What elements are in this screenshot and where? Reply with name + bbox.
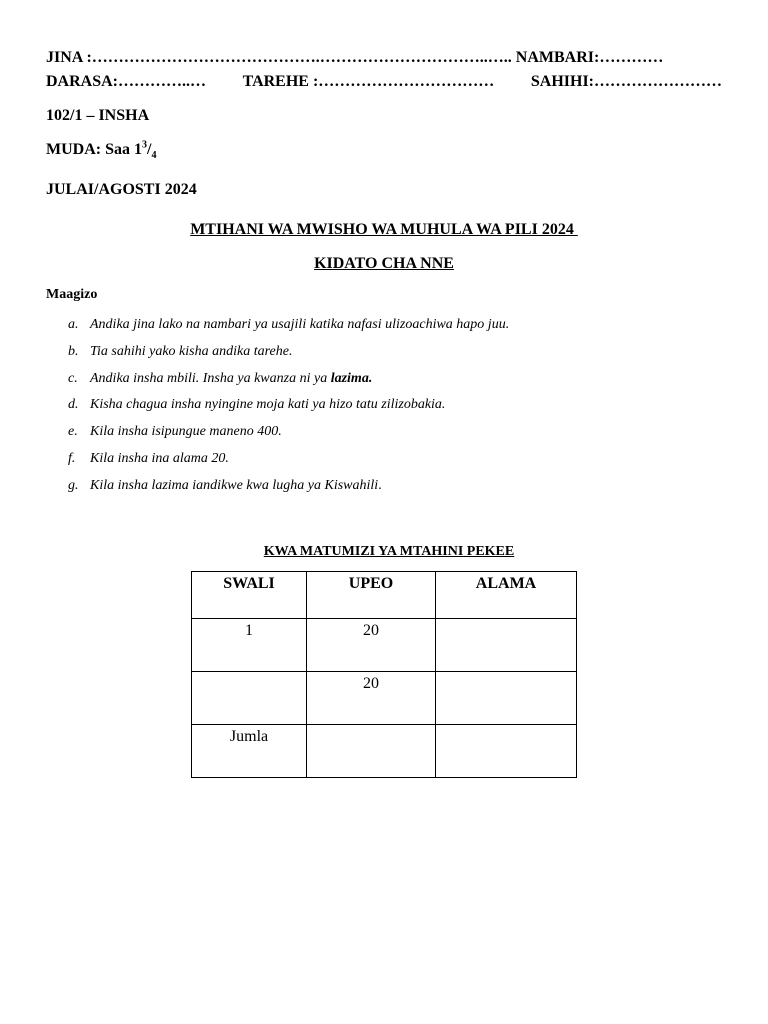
score-table: [191, 571, 577, 778]
darasa-tarehe-sahihi-line: [46, 72, 722, 92]
darasa-field: DARASA:…………..…: [46, 73, 206, 90]
muda-prefix: MUDA: Saa 1: [46, 141, 142, 158]
table-header-row: [192, 572, 577, 619]
table-row: [192, 672, 577, 725]
instruction-text: Kila insha lazima iandikwe kwa lugha ya Kiswahili: [90, 477, 379, 493]
exam-title: MTIHANI WA MWISHO WA MUHULA WA PILI 2024: [190, 221, 578, 238]
header-alama: ALAMA: [436, 572, 577, 619]
list-marker: f.: [68, 450, 76, 466]
score-table-title: KWA MATUMIZI YA MTAHINI PEKEE: [263, 544, 515, 559]
muda-slash: /: [147, 141, 152, 158]
cell-upeo: 20: [307, 672, 436, 725]
table-row: [192, 619, 577, 672]
list-marker: a.: [68, 317, 79, 332]
cell-jumla: Jumla: [192, 725, 307, 778]
jina-nambari-line: JINA :…………………………………….…………………………..….. NAMBARI:…………: [46, 49, 664, 66]
list-marker: g.: [68, 477, 79, 493]
muda-sub: 4: [151, 150, 157, 162]
cell-swali: 1: [192, 619, 307, 672]
session-date: JULAI/AGOSTI 2024: [46, 181, 197, 198]
header-swali: SWALI: [192, 572, 307, 619]
header-upeo: UPEO: [307, 572, 436, 619]
list-item: [46, 369, 509, 396]
list-item: [46, 342, 509, 369]
cell-upeo: [307, 725, 436, 778]
cell-alama[interactable]: [436, 619, 577, 672]
cell-swali[interactable]: [192, 672, 307, 725]
form-title: KIDATO CHA NNE: [314, 255, 454, 272]
list-marker: b.: [68, 343, 79, 359]
instruction-text: Kisha chagua insha nyingine moja kati ya hizo tatu zilizobakia.: [90, 397, 446, 413]
muda-sup: 3: [142, 139, 147, 151]
list-marker: d.: [68, 397, 79, 413]
cell-alama[interactable]: [436, 725, 577, 778]
instruction-text: Tia sahihi yako kisha andika tarehe.: [90, 343, 293, 359]
instructions-heading: Maagizo: [46, 287, 98, 302]
muda-line: [46, 140, 156, 160]
list-marker: c.: [68, 370, 78, 386]
instruction-emphasis: lazima.: [330, 370, 373, 386]
instruction-text: Andika jina lako na nambari ya usajili katika nafasi ulizoachiwa hapo juu.: [90, 317, 510, 332]
instructions-list: [46, 315, 509, 503]
cell-upeo: 20: [307, 619, 436, 672]
table-row: [192, 725, 577, 778]
list-item: [46, 449, 509, 476]
instruction-text: Andika insha mbili. Insha ya kwanza ni ya: [90, 370, 331, 386]
cell-alama[interactable]: [436, 672, 577, 725]
tarehe-field: TAREHE :……………………………: [242, 73, 495, 90]
instruction-suffix: .: [378, 477, 382, 493]
list-item: [46, 315, 509, 342]
list-item: [46, 422, 509, 449]
list-item: [46, 395, 509, 422]
sahihi-field: SAHIHI:……………………: [530, 73, 722, 90]
list-marker: e.: [68, 424, 78, 440]
instruction-text: Kila insha ina alama 20.: [90, 450, 229, 466]
list-item: [46, 476, 509, 503]
instruction-text: Kila insha isipungue maneno 400.: [90, 424, 282, 440]
paper-code: 102/1 – INSHA: [46, 107, 150, 124]
